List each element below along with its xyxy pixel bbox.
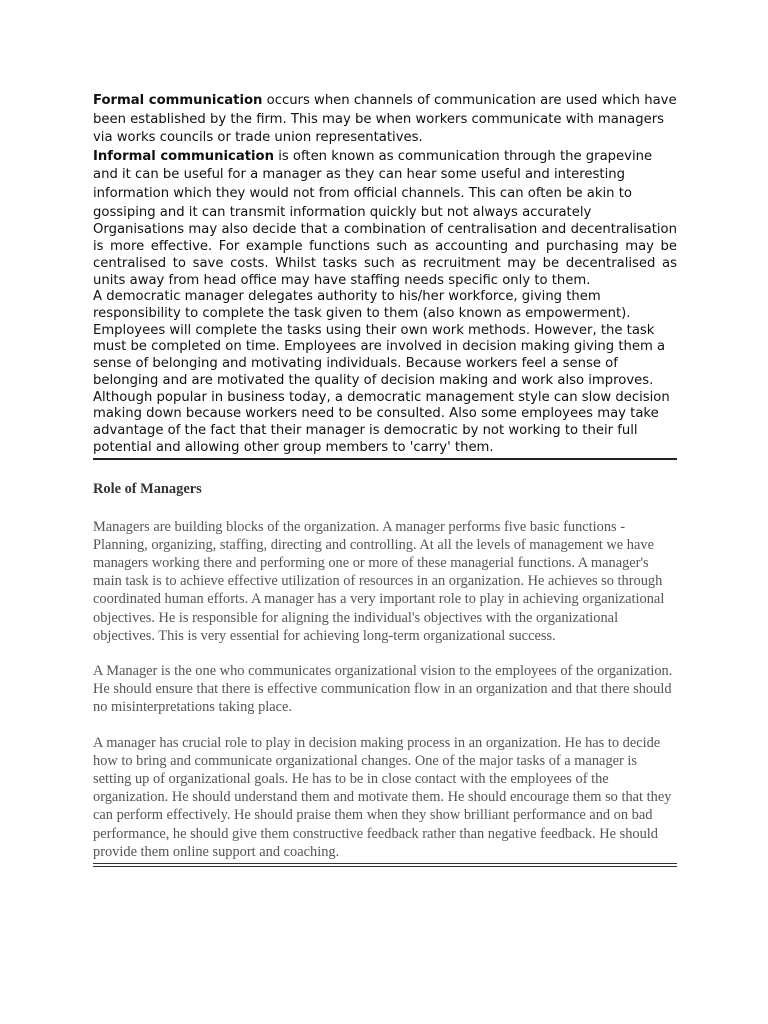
role-paragraph-1: Managers are building blocks of the organization. A manager performs five basic functions - Planning, organizing, staffing, directing and controlling. At all the levels of management we have managers working there and performing one or more of these managerial functions. A manager's main task is to achieve effective utilization of resources in an organization. He achieves so through coordinated human efforts. A manager has a very important role to play in achieving organizational objectives. He is responsible for aligning the individual's objectives with the organizational objectives. This is very essential for achieving long-term organizational success. [93, 518, 665, 644]
role-paragraph-2: A Manager is the one who communicates organizational vision to the employees of the organization. He should ensure that there is effective communication flow in an organization and that there should no misinterpretations taking place. [93, 663, 673, 716]
footer-double-divider [93, 863, 677, 867]
section-divider [93, 458, 677, 460]
informal-communication-text: is often known as communication through the grapevine and it can be useful for a manager as they can hear some useful and interesting information which they would not from official channels. This can often be akin to gossiping and it can transmit information quickly but not always accurately [93, 148, 653, 220]
document-page [93, 92, 677, 867]
informal-communication-term: Informal communication [93, 148, 274, 164]
organisations-paragraph: Organisations may also decide that a combination of centralisation and decentralisation is more effective. For example functions such as accounting and purchasing may be centralised to save costs. Whilst tasks such as recruitment may be decentralised as units away from head office may have staffing needs specific only to them. [93, 222, 677, 288]
formal-communication-term: Formal communication [93, 93, 263, 108]
role-of-managers-section [93, 480, 677, 861]
communication-paragraph [93, 92, 677, 222]
communication-section [93, 92, 677, 458]
formal-communication-text: occurs when channels of communication are used which have been established by the firm. This may be when workers communicate with managers via works councils or trade union representatives. [93, 93, 677, 146]
democratic-manager-paragraph: A democratic manager delegates authority to his/her workforce, giving them responsibility to complete the task given to them (also known as empowerment). Employees will complete the tasks using their own work methods. However, the task must be completed on time. Employees are involved in decision making giving them a sense of belonging and motivating individuals. Because workers feel a sense of belonging and are motivated the quality of decision making and work also improves. Although popular in business today, a democratic management style can slow decision making down because workers need to be consulted. Also some employees may take advantage of the fact that their manager is democratic by not working to their full potential and allowing other group members to 'carry' them. [93, 289, 670, 455]
role-paragraph-3: A manager has crucial role to play in decision making process in an organization. He has to decide how to bring and communicate organizational changes. One of the major tasks of a manager is setting up of organizational goals. He has to be in close contact with the employees of the organization. He should understand them and motivate them. He should encourage them so that they can perform effectively. He should praise them when they show brilliant performance and on bad performance, he should give them constructive feedback rather than negative feedback. He should provide them online support and coaching. [93, 734, 672, 860]
role-of-managers-heading: Role of Managers [93, 481, 202, 498]
